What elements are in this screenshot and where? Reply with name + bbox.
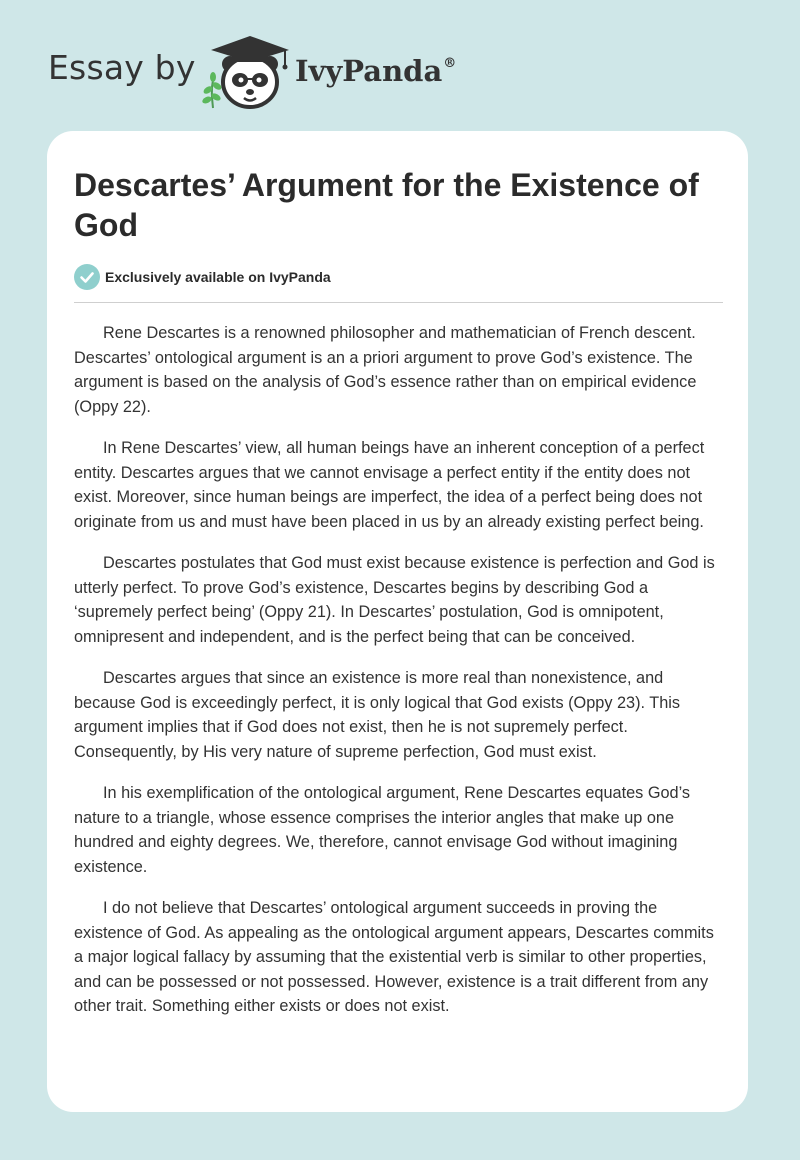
registered-mark: ® <box>443 56 457 71</box>
exclusive-badge <box>74 264 331 290</box>
paragraph: In his exemplification of the ontological argument, Rene Descartes equates God’s nature to a triangle, whose essence comprises the interior angles that make up one hundred and eighty degrees. We, therefore, cannot envisage God without imagining existence. <box>74 784 691 876</box>
check-circle-icon <box>74 264 100 290</box>
badge-label: Exclusively available on IvyPanda <box>105 269 331 285</box>
paragraph: Descartes postulates that God must exist because existence is perfection and God is utterly perfect. To prove God’s existence, Descartes begins by describing God a ‘supremely perfect being’ (Oppy 21). In Descartes’ postulation, God is omnipotent, omnipresent and independent, and is the perfect being that can be conceived. <box>74 554 715 646</box>
leaf-icon <box>201 72 223 108</box>
paragraph: Descartes argues that since an existence is more real than nonexistence, and because God is exceedingly perfect, it is only logical that God exists (Oppy 23). This argument implies that if God does not exist, then he is not supremely perfect. Consequently, by His very nature of supreme perfection, God must exist. <box>74 669 681 761</box>
essay-card <box>47 131 748 1112</box>
paragraph: I do not believe that Descartes’ ontological argument succeeds in proving the existence of God. As appealing as the ontological argument appears, Descartes commits a major logical fallacy by assuming that the existential verb is similar to other properties, and can be possessed or not possessed. However, existence is a trait different from any other trait. Something either exists or does not exist. <box>74 899 714 1015</box>
brand-name[interactable]: IvyPanda® <box>295 54 457 88</box>
paragraph: In Rene Descartes’ view, all human beings have an inherent conception of a perfect entity. Descartes argues that we cannot envisage a perfect entity if the entity does not exist. Moreover, since human beings are imperfect, the idea of a perfect being does not originate from us and must have been placed in us by an already existing perfect being. <box>74 439 705 531</box>
divider <box>74 302 723 303</box>
panda-logo-icon[interactable] <box>201 34 293 110</box>
essay-by-label: Essay by <box>48 48 196 87</box>
essay-body <box>74 321 724 1036</box>
site-header <box>48 34 508 114</box>
paragraph: Rene Descartes is a renowned philosopher and mathematician of French descent. Descartes’ ontological argument is an a priori argument to prove God’s existence. The argument is based on the analysis of God’s essence rather than on empirical evidence (Oppy 22). <box>74 324 697 416</box>
page-title: Descartes’ Argument for the Existence of God <box>74 167 699 243</box>
